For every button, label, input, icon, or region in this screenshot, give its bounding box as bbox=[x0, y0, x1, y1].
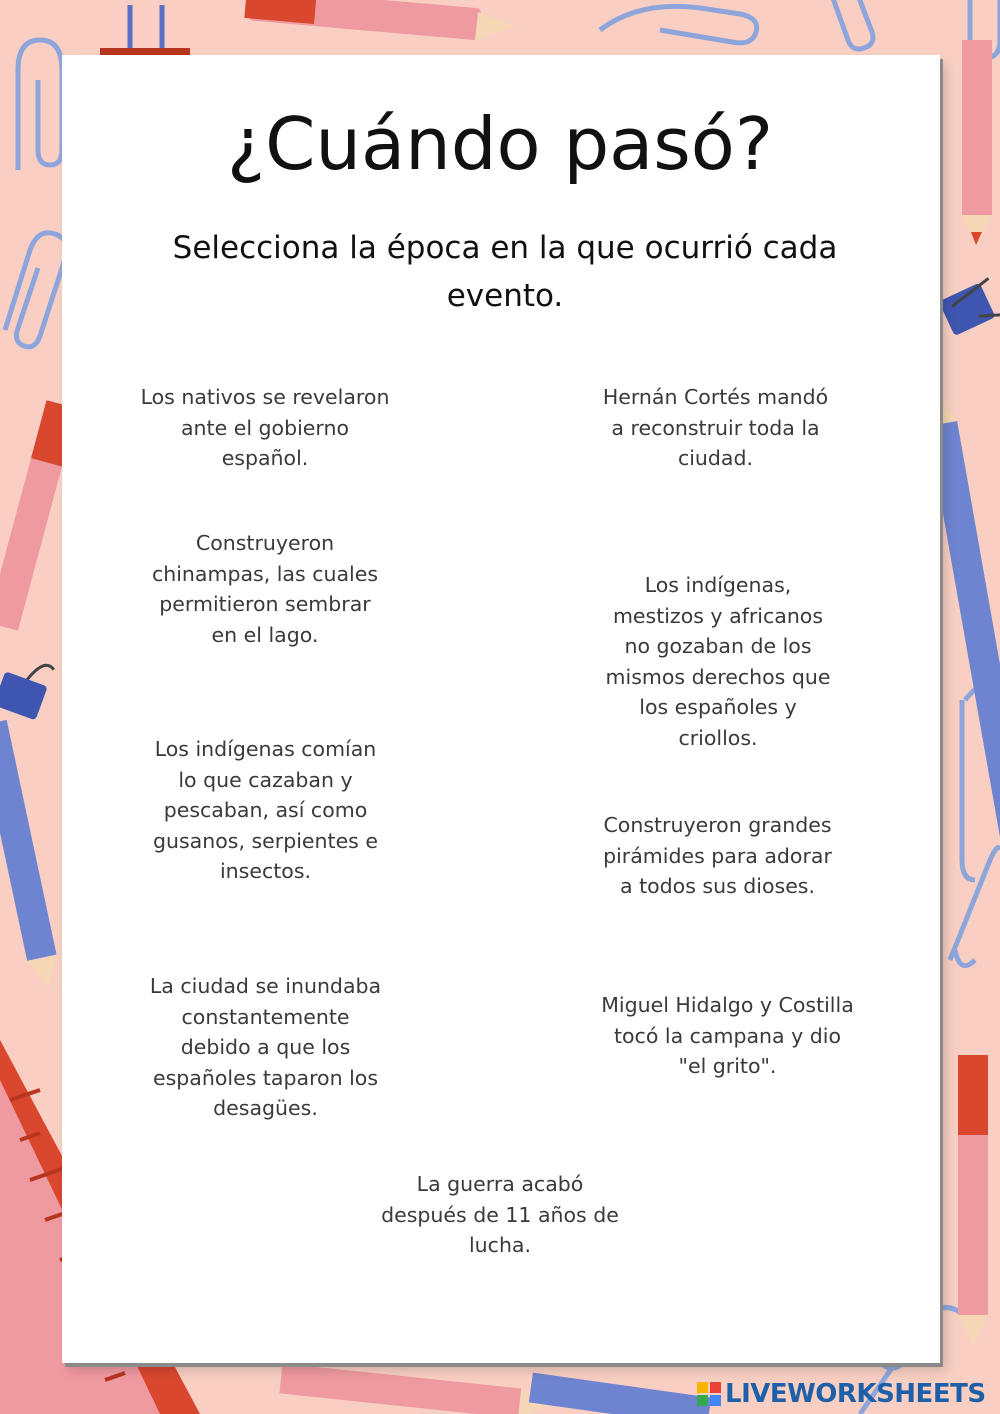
logo-squares-icon bbox=[697, 1382, 721, 1406]
binder-clip-icon bbox=[0, 652, 55, 720]
paperclip-icon bbox=[950, 848, 1000, 966]
event-item[interactable]: Construyeron chinampas, las cuales permitieron sembrar en el lago. bbox=[151, 531, 379, 647]
binder-clip-icon bbox=[939, 278, 1000, 337]
pencil-icon bbox=[958, 1055, 988, 1345]
event-item[interactable]: Los indígenas comían lo que cazaban y pescaban, así como gusanos, serpientes e insectos. bbox=[153, 737, 378, 883]
event-item[interactable]: La guerra acabó después de 11 años de lucha. bbox=[381, 1172, 619, 1257]
pencil-icon bbox=[0, 720, 63, 990]
instructions: Selecciona la época en la que ocurrió cada evento. bbox=[172, 230, 838, 314]
liveworksheets-logo bbox=[697, 1376, 986, 1412]
watermark-text: LIVEWORKSHEETS bbox=[725, 1379, 986, 1409]
event-item[interactable]: Los indígenas, mestizos y africanos no gozaban de los mismos derechos que los españoles y criollos. bbox=[605, 573, 831, 750]
pencil-icon bbox=[279, 1363, 549, 1414]
event-item[interactable]: Miguel Hidalgo y Costilla tocó la campana y dio "el grito". bbox=[601, 993, 854, 1078]
event-item[interactable]: La ciudad se inundaba constantemente debido a que los españoles taparon los desagües. bbox=[149, 974, 382, 1120]
pencil-icon bbox=[529, 1373, 711, 1414]
event-item[interactable]: Hernán Cortés mandó a reconstruir toda la ciudad. bbox=[602, 385, 829, 470]
event-item[interactable]: Los nativos se revelaron ante el gobierno español. bbox=[140, 385, 390, 470]
paperclip-icon bbox=[5, 233, 67, 347]
page-title: ¿Cuándo pasó? bbox=[226, 102, 774, 186]
paperclip-icon bbox=[600, 0, 873, 49]
pencil-icon bbox=[244, 0, 515, 40]
event-item[interactable]: Construyeron grandes pirámides para adorar a todos sus dioses. bbox=[603, 813, 832, 898]
